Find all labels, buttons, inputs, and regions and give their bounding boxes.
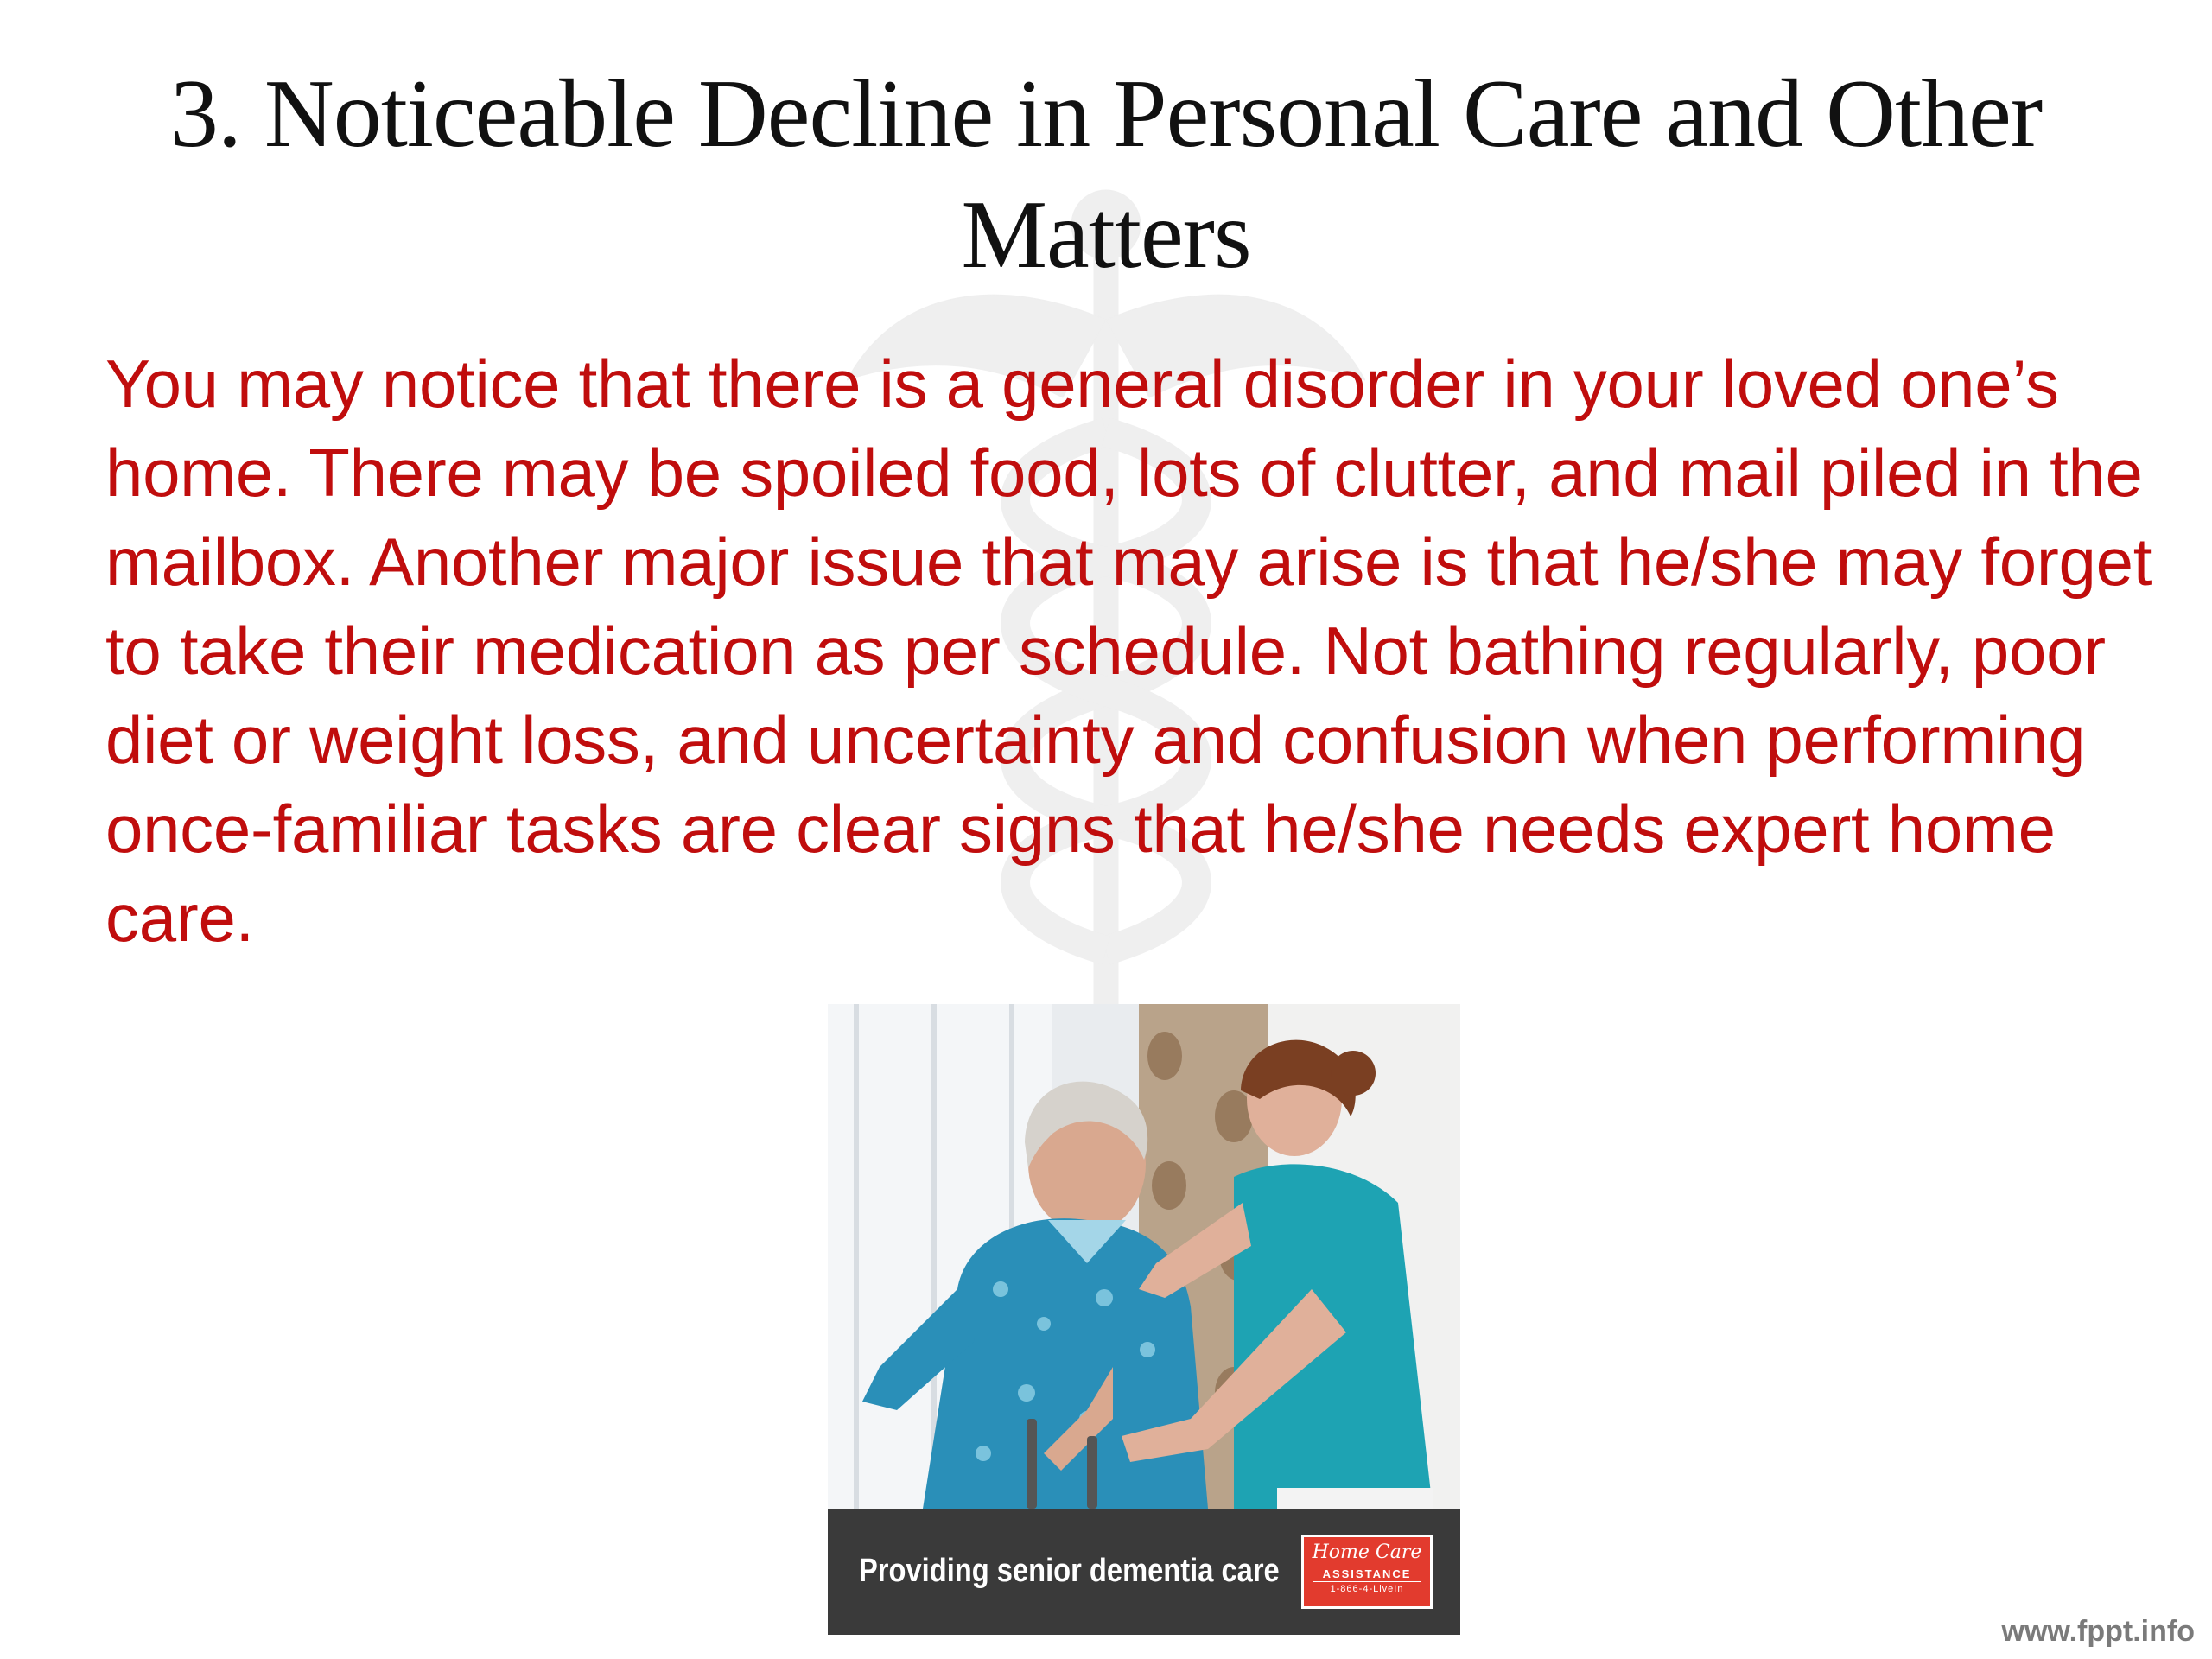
caregiver-photo <box>828 1004 1460 1635</box>
photo-caption: Providing senior dementia care <box>859 1553 1280 1589</box>
photo-caption-bar <box>828 1509 1460 1635</box>
slide-title: 3. Noticeable Decline in Personal Care and Other Matters <box>169 60 2043 289</box>
logo-line-2: ASSISTANCE <box>1313 1567 1421 1582</box>
caregiver-photo-illustration <box>828 1004 1460 1509</box>
logo-line-1: Home Care <box>1312 1541 1422 1563</box>
logo-line-3: 1-866-4-LiveIn <box>1330 1584 1404 1594</box>
footer-url: www.fppt.info <box>2001 1615 2195 1648</box>
home-care-assistance-logo <box>1301 1535 1433 1609</box>
slide-body-text: You may notice that there is a general disorder in your loved one’s home. There may be spoiled food, lots of clutter, and mail piled in the mailbox. Another major issue that may arise is that he/she may forget to take their medication as per schedule. Not bathing regularly, poor diet or weight loss, and uncertainty and confusion when performing once-familiar tasks are clear signs that he/she needs expert home care. <box>105 346 2152 956</box>
